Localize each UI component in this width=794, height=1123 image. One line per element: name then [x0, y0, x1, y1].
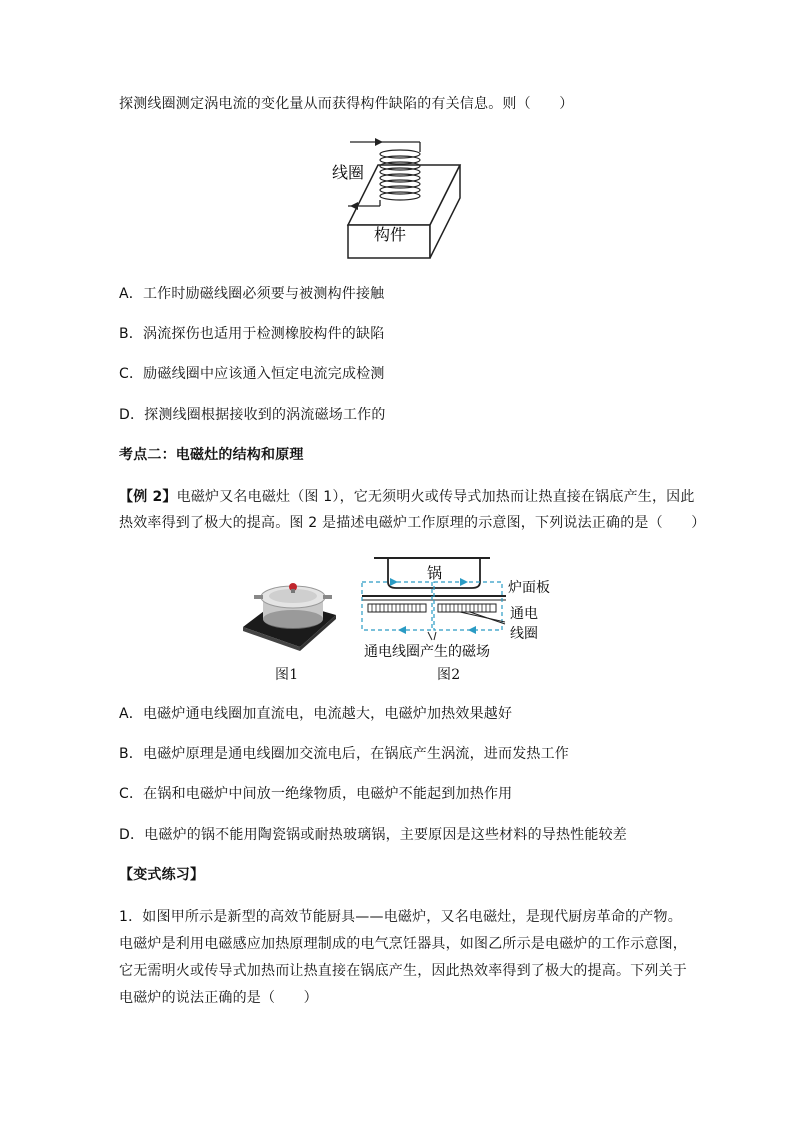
induction-schematic — [360, 552, 560, 662]
example-2-line-1 — [119, 487, 695, 507]
induction-cooker-photo — [238, 575, 338, 655]
q2-option-c: C．在锅和电磁炉中间放一绝缘物质，电磁炉不能起到加热作用 — [119, 786, 513, 802]
coil-label: 线圈 — [332, 163, 365, 182]
q2-option-a: A．电磁炉通电线圈加直流电，电流越大，电磁炉加热效果越好 — [119, 706, 513, 722]
q1-option-a: A．工作时励磁线圈必须要与被测构件接触 — [119, 286, 385, 302]
q1-option-c: C．励磁线圈中应该通入恒定电流完成检测 — [119, 366, 385, 382]
practice-1-line-1: 1．如图甲所示是新型的高效节能厨具——电磁炉，又名电磁灶，是现代厨房革命的产物。 — [119, 909, 682, 925]
example-2-text-1: 电磁炉又名电磁灶（图 1），它无须明火或传导式加热而让热直接在锅底产生，因此 — [176, 489, 695, 505]
figure-1-caption: 图1 — [275, 667, 299, 683]
q2-option-d: D．电磁炉的锅不能用陶瓷锅或耐热玻璃锅，主要原因是这些材料的导热性能较差 — [119, 827, 627, 843]
practice-1-line-3: 它无需明火或传导式加热而让热直接在锅底产生，因此热效率得到了极大的提高。下列关于 — [119, 963, 687, 979]
example-tag: 【例 2】 — [119, 489, 177, 505]
coil-label-line-2: 线圈 — [510, 626, 538, 642]
q1-option-b: B．涡流探伤也适用于检测橡胶构件的缺陷 — [119, 326, 385, 342]
section-heading: 考点二：电磁灶的结构和原理 — [119, 447, 304, 463]
coil-label-line-1: 通电 — [510, 606, 538, 622]
component-label: 构件 — [374, 225, 407, 244]
q1-option-d: D．探测线圈根据接收到的涡流磁场工作的 — [119, 407, 386, 423]
panel-label: 炉面板 — [508, 580, 550, 596]
practice-1-line-2: 电磁炉是利用电磁感应加热原理制成的电气烹饪器具，如图乙所示是电磁炉的工作示意图， — [119, 936, 687, 952]
question-intro: 探测线圈测定涡电流的变化量从而获得构件缺陷的有关信息。则（ ） — [119, 96, 574, 112]
q2-option-b: B．电磁炉原理是通电线圈加交流电后，在锅底产生涡流，进而发热工作 — [119, 746, 570, 762]
coil-component-figure — [320, 130, 470, 265]
practice-heading: 【变式练习】 — [119, 867, 205, 883]
pot-label: 锅 — [427, 564, 443, 582]
practice-1-line-4: 电磁炉的说法正确的是（ ） — [119, 990, 318, 1006]
example-2-line-2: 热效率得到了极大的提高。图 2 是描述电磁炉工作原理的示意图，下列说法正确的是（ ） — [119, 515, 706, 531]
field-label: 通电线圈产生的磁场 — [364, 644, 490, 660]
figure-2-caption: 图2 — [437, 667, 461, 683]
